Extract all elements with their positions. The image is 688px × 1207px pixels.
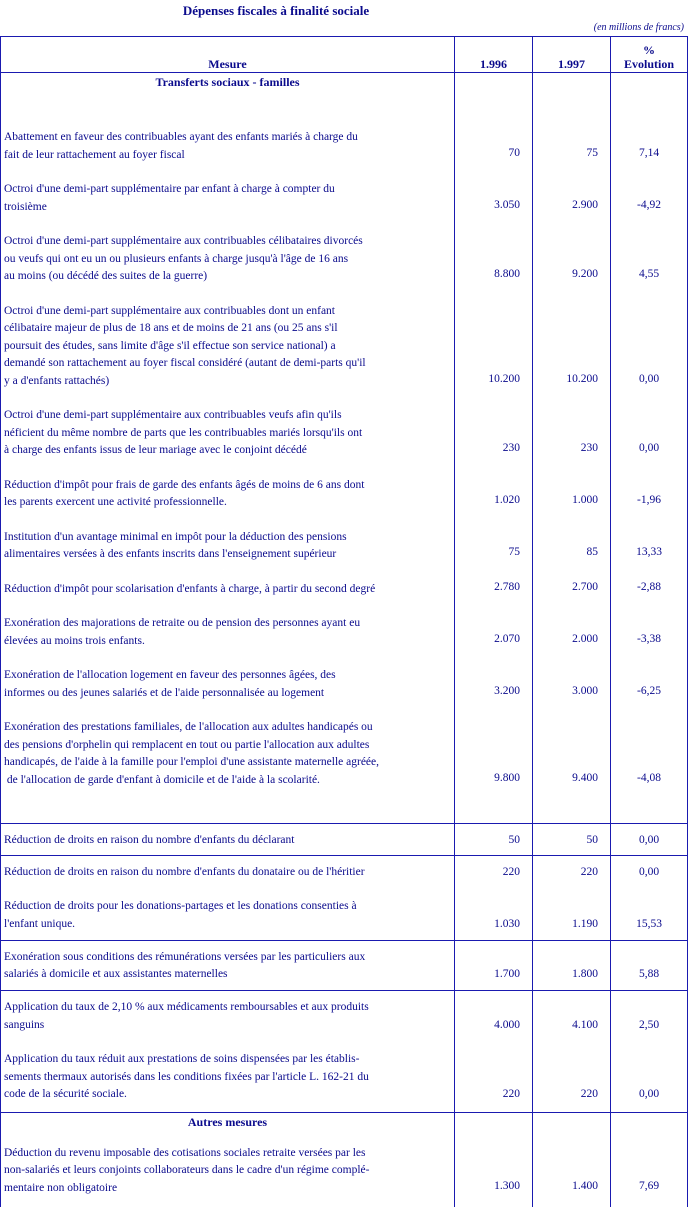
evolution-value: 0,00 (638, 865, 660, 878)
measure-line: les parents exercent une activité professionnelle. (4, 496, 227, 508)
header-evolution (611, 37, 688, 73)
value-1996: 220 (502, 865, 520, 878)
measure-description (1, 233, 454, 286)
measure-cell (1, 1112, 455, 1207)
measure-description (1, 477, 454, 512)
evolution-value: -6,25 (637, 684, 661, 697)
measure-line: mentaire non obligatoire (4, 1181, 118, 1194)
measure-line: Réduction d'impôt pour frais de garde des enfants âgés de moins de 6 ans dont (4, 478, 365, 491)
value-1996: 2.780 (494, 580, 520, 593)
value-1997: 75 (586, 146, 598, 159)
evolution-cell (611, 991, 688, 1113)
measure-line: Réduction de droits en raison du nombre d'enfants du donataire ou de l'héritier (4, 865, 365, 878)
evolution-value: 5,88 (638, 968, 660, 981)
measure-description (1, 999, 454, 1034)
measure-line: Octroi d'une demi-part supplémentaire par enfant à charge à compter du (4, 183, 335, 195)
measure-line: sanguins (4, 1018, 45, 1031)
measure-line: poursuit des études, sans limite d'âge s'il effectue son service national) a (4, 339, 336, 352)
value-1996: 70 (508, 146, 520, 159)
table-header-row (1, 37, 688, 73)
measure-line: de l'allocation de garde d'enfant à domicile et de l'aide à la scolarité. (4, 773, 320, 786)
evolution-value: 0,00 (638, 442, 660, 454)
evolution-value: 0,00 (638, 834, 660, 847)
measure-description (1, 529, 454, 564)
measure-line: célibataire majeur de plus de 18 ans et de moins de 21 ans (ou 25 ans s'il (4, 322, 338, 334)
value-1997: 9.200 (572, 268, 598, 280)
value-1997: 220 (580, 865, 598, 878)
evolution-value: -3,38 (637, 632, 661, 645)
value-1996: 8.800 (494, 268, 520, 280)
value-1996: 1.020 (494, 494, 520, 506)
table-block-row (1, 1112, 688, 1207)
value-1997: 2.700 (572, 580, 598, 593)
value-1997-cell (533, 991, 611, 1113)
value-1996: 1.700 (494, 968, 520, 981)
value-1996: 4.000 (494, 1018, 520, 1031)
measure-line: y a d'enfants rattachés) (4, 374, 110, 387)
measure-line: non-salariés et leurs conjoints collaborateurs dans le cadre d'un régime complé- (4, 1164, 370, 1177)
evolution-value: 7,69 (638, 1179, 660, 1192)
value-1996: 3.050 (494, 198, 520, 211)
value-1997: 1.400 (572, 1179, 598, 1192)
value-1996: 75 (508, 546, 520, 558)
evolution-value: -4,92 (637, 198, 661, 211)
unit-note: (en millions de francs) (593, 22, 684, 33)
value-1997: 50 (586, 834, 598, 847)
header-1997: 1.997 (533, 37, 611, 73)
measure-line: élevées au moins trois enfants. (4, 634, 145, 647)
evolution-value: 15,53 (636, 917, 662, 930)
measure-line: informes ou des jeunes salariés et de l'aide personnalisée au logement (4, 686, 325, 699)
measure-line: Réduction de droits pour les donations-partages et les donations consenties à (4, 900, 357, 913)
measure-line: Octroi d'une demi-part supplémentaire aux contribuables veufs afin qu'ils (4, 409, 342, 421)
measure-line: ou veufs qui ont eu un ou plusieurs enfants à charge jusqu'à l'âge de 16 ans (4, 252, 349, 265)
measure-line: néficient du même nombre de parts que les contribuables mariés lorsqu'ils ont (4, 426, 363, 439)
value-1996: 50 (508, 834, 520, 847)
measure-line: sements thermaux autorisés dans les conditions fixées par l'article L. 162-21 du (4, 1070, 369, 1083)
measure-line: troisième (4, 200, 47, 213)
value-1997: 1.190 (572, 917, 598, 930)
measure-line: handicapés, de l'aide à la famille pour l'emploi d'une assistante maternelle agréée, (4, 756, 380, 768)
evolution-cell (611, 73, 688, 824)
evolution-value: -1,96 (637, 494, 661, 506)
table-block-row (1, 940, 688, 990)
value-1996: 10.200 (488, 372, 520, 385)
evolution-cell (611, 940, 688, 990)
measure-line: Abattement en faveur des contribuables ayant des enfants mariés à charge du (4, 131, 358, 143)
measure-cell (1, 991, 455, 1113)
evolution-value: 0,00 (638, 1088, 660, 1100)
measure-line: Exonération de l'allocation logement en faveur des personnes âgées, des (4, 669, 336, 681)
header-evolution-pct: % (643, 43, 655, 57)
value-1997: 230 (580, 442, 598, 454)
value-1997: 220 (580, 1088, 598, 1100)
value-1996-cell (455, 855, 533, 940)
measure-line: Exonération sous conditions des rémunérations versées par les particuliers aux (4, 950, 366, 963)
evolution-cell (611, 855, 688, 940)
measure-line: Exonération des prestations familiales, de l'allocation aux adultes handicapés ou (4, 721, 373, 733)
measure-line: fait de leur rattachement au foyer fiscal (4, 148, 185, 161)
measure-description (1, 181, 454, 216)
evolution-cell (611, 824, 688, 856)
measure-description (1, 832, 454, 850)
measure-line: alimentaires versées à des enfants inscrits dans l'enseignement supérieur (4, 548, 337, 560)
section-title: Autres mesures (187, 1114, 268, 1129)
measure-line: des pensions d'orphelin qui remplacent en tout ou partie l'allocation aux adultes (4, 738, 370, 751)
value-1996: 1.300 (494, 1179, 520, 1192)
measure-description (1, 719, 454, 789)
evolution-value: 2,50 (638, 1018, 660, 1031)
value-1996-cell (455, 940, 533, 990)
value-1996-cell (455, 824, 533, 856)
value-1997-cell (533, 1112, 611, 1207)
measure-line: Application du taux de 2,10 % aux médicaments remboursables et aux produits (4, 1001, 369, 1013)
table-block-row (1, 991, 688, 1113)
measure-line: Déduction du revenu imposable des cotisations sociales retraite versées par les (4, 1146, 366, 1159)
measure-cell (1, 824, 455, 856)
measure-description (1, 1145, 454, 1198)
measure-line: Réduction d'impôt pour scolarisation d'enfants à charge, à partir du second degré (4, 582, 376, 595)
table-block-row (1, 73, 688, 824)
value-1997-cell (533, 940, 611, 990)
value-1996: 220 (502, 1088, 520, 1100)
measure-cell (1, 855, 455, 940)
measure-description (1, 407, 454, 460)
measure-line: Application du taux réduit aux prestations de soins dispensées par les établis- (4, 1053, 360, 1065)
value-1997: 2.000 (572, 632, 598, 645)
measure-description (1, 898, 454, 933)
measure-line: Exonération des majorations de retraite ou de pension des personnes ayant eu (4, 617, 361, 629)
value-1996: 2.070 (494, 632, 520, 645)
measure-line: Octroi d'une demi-part supplémentaire aux contribuables célibataires divorcés (4, 235, 363, 247)
evolution-value: -4,08 (637, 771, 661, 784)
value-1996-cell (455, 1112, 533, 1207)
page-title: Dépenses fiscales à finalité sociale (182, 3, 370, 18)
measure-description (1, 303, 454, 391)
measure-description (1, 949, 454, 984)
evolution-value: 7,14 (638, 146, 660, 159)
measure-line: demandé son rattachement au foyer fiscal considéré (autant de demi-parts qu'il (4, 357, 366, 369)
measure-description (1, 667, 454, 702)
measure-line: l'enfant unique. (4, 917, 76, 930)
value-1997-cell (533, 73, 611, 824)
value-1997: 10.200 (566, 372, 598, 385)
measure-description (1, 864, 454, 882)
header-measure: Mesure (1, 37, 455, 73)
measure-line: Institution d'un avantage minimal en impôt pour la déduction des pensions (4, 530, 347, 543)
value-1997: 1.000 (572, 494, 598, 506)
table-block-row (1, 824, 688, 856)
value-1996: 3.200 (494, 684, 520, 697)
measure-description (1, 615, 454, 650)
measure-line: à charge des enfants issus de leur mariage avec le conjoint décédé (4, 444, 307, 456)
header-evolution-label: Evolution (623, 57, 674, 71)
measure-description (1, 129, 454, 164)
measure-line: Octroi d'une demi-part supplémentaire aux contribuables dont un enfant (4, 304, 335, 317)
evolution-value: 0,00 (638, 372, 660, 385)
evolution-value: 13,33 (636, 546, 662, 558)
value-1997: 85 (586, 546, 598, 558)
value-1997-cell (533, 855, 611, 940)
table-block-row (1, 855, 688, 940)
measure-line: Réduction de droits en raison du nombre d'enfants du déclarant (4, 834, 295, 847)
evolution-value: -2,88 (637, 580, 661, 593)
value-1997: 9.400 (572, 771, 598, 784)
measure-cell (1, 940, 455, 990)
evolution-cell (611, 1112, 688, 1207)
evolution-value: 4,55 (638, 268, 660, 280)
value-1997: 3.000 (572, 684, 598, 697)
value-1997: 2.900 (572, 198, 598, 211)
table-body (1, 73, 688, 1207)
measure-line: au moins (ou décédé des suites de la guerre) (4, 270, 208, 282)
measure-line: code de la sécurité sociale. (4, 1088, 127, 1100)
header-1996: 1.996 (455, 37, 533, 73)
value-1997: 4.100 (572, 1018, 598, 1031)
value-1997: 1.800 (572, 968, 598, 981)
measure-description (1, 1051, 454, 1104)
value-1996-cell (455, 991, 533, 1113)
value-1997-cell (533, 824, 611, 856)
value-1996: 1.030 (494, 917, 520, 930)
value-1996-cell (455, 73, 533, 824)
fiscal-expenses-table (0, 36, 688, 1207)
value-1996: 230 (502, 442, 520, 454)
measure-cell (1, 73, 455, 824)
value-1996: 9.800 (494, 771, 520, 784)
section-title: Transferts sociaux - familles (155, 75, 300, 89)
measure-line: salariés à domicile et aux assistantes maternelles (4, 968, 228, 981)
measure-description (1, 581, 454, 599)
